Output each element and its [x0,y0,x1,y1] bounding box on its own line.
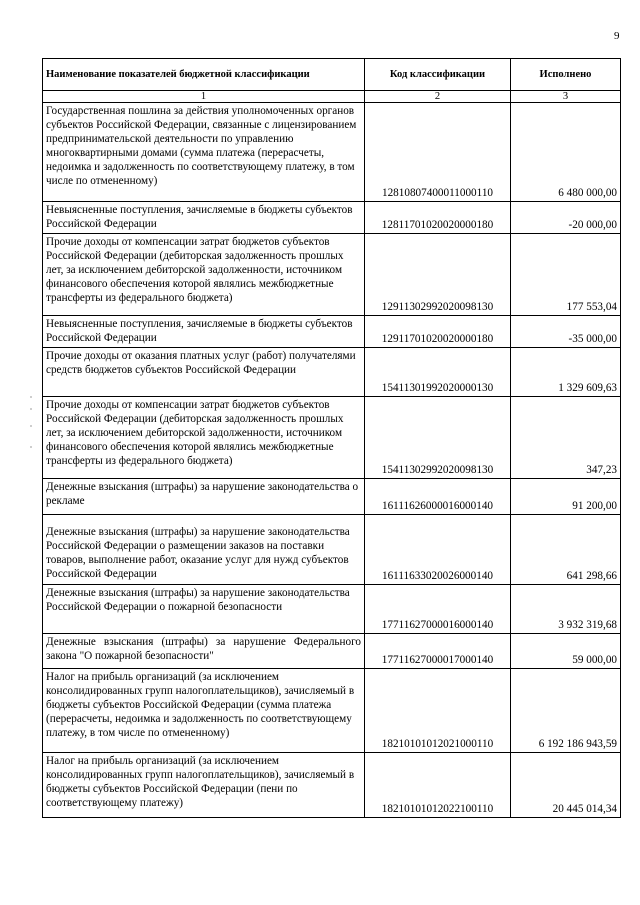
table-row [43,397,621,479]
row-amount: -20 000,00 [511,202,621,234]
table-row [43,202,621,234]
header-code: Код классификации [365,59,511,91]
row-amount: 6 192 186 943,59 [511,669,621,753]
row-amount: 177 553,04 [511,234,621,316]
row-name: Налог на прибыль организаций (за исключением консолидированных групп налогоплательщиков), зачисляемый в бюджеты субъектов Российской Федерации (пени по соответствующему платежу) [43,753,365,818]
table-row [43,348,621,397]
row-name: Невыясненные поступления, зачисляемые в бюджеты субъектов Российской Федерации [43,202,365,234]
header-row [43,59,621,91]
row-code: 12911302992020098130 [365,234,511,316]
row-name: Денежные взыскания (штрафы) за нарушение законодательства Российской Федерации о пожарной безопасности [43,585,365,634]
scan-speck-marks [30,395,32,455]
table-row [43,479,621,515]
row-code: 12811701020020000180 [365,202,511,234]
row-code: 17711627000016000140 [365,585,511,634]
row-code: 16111626000016000140 [365,479,511,515]
row-name: Денежные взыскания (штрафы) за нарушение законодательства о рекламе [43,479,365,515]
budget-table [42,58,621,818]
table-row [43,316,621,348]
row-code: 16111633020026000140 [365,515,511,585]
row-name: Налог на прибыль организаций (за исключением консолидированных групп налогоплательщиков), зачисляемый в бюджеты субъектов Российской Федерации (сумма платежа (перерасчеты, недоимка и задолженность по соответствующему платежу, в том числе по отмененному) [43,669,365,753]
row-amount: 6 480 000,00 [511,103,621,202]
row-code: 12810807400011000110 [365,103,511,202]
row-amount: 59 000,00 [511,634,621,669]
row-name: Государственная пошлина за действия уполномоченных органов субъектов Российской Федерации, связанные с лицензированием предпринимательской деятельности по управлению многоквартирными домами (сумма платежа (перерасчеты, недоимка и задолженность по соответствующему платежу, в том числе по отмененному) [43,103,365,202]
page-number: 9 [614,30,620,42]
column-number: 1 [43,91,365,103]
row-code: 15411301992020000130 [365,348,511,397]
column-number: 2 [365,91,511,103]
row-name: Денежные взыскания (штрафы) за нарушение законодательства Российской Федерации о размещении заказов на поставки товаров, выполнение работ, оказание услуг для нужд субъектов Российской Федерации [43,515,365,585]
row-amount: 1 329 609,63 [511,348,621,397]
table-row [43,753,621,818]
row-name: Денежные взыскания (штрафы) за нарушение Федерального закона "О пожарной безопасности" [43,634,365,669]
row-code: 17711627000017000140 [365,634,511,669]
table-row [43,634,621,669]
row-amount: 3 932 319,68 [511,585,621,634]
row-name: Прочие доходы от компенсации затрат бюджетов субъектов Российской Федерации (дебиторская задолженность прошлых лет, за исключением дебиторской задолженности, источником финансового обеспечения которой являлись межбюджетные трансферты из федерального бюджета) [43,234,365,316]
row-code: 12911701020020000180 [365,316,511,348]
header-name: Наименование показателей бюджетной классификации [43,59,365,91]
row-name: Невыясненные поступления, зачисляемые в бюджеты субъектов Российской Федерации [43,316,365,348]
table-row [43,585,621,634]
row-amount: 641 298,66 [511,515,621,585]
row-amount: 91 200,00 [511,479,621,515]
row-code: 15411302992020098130 [365,397,511,479]
table-row [43,515,621,585]
row-code: 18210101012021000110 [365,669,511,753]
header-amount: Исполнено [511,59,621,91]
column-number: 3 [511,91,621,103]
row-code: 18210101012022100110 [365,753,511,818]
table-row [43,103,621,202]
row-name: Прочие доходы от оказания платных услуг (работ) получателями средств бюджетов субъектов Российской Федерации [43,348,365,397]
row-amount: 347,23 [511,397,621,479]
row-amount: 20 445 014,34 [511,753,621,818]
column-number-row [43,91,621,103]
row-name: Прочие доходы от компенсации затрат бюджетов субъектов Российской Федерации (дебиторская задолженность прошлых лет, за исключением дебиторской задолженности, источником финансового обеспечения которой являлись межбюджетные трансферты из федерального бюджета) [43,397,365,479]
row-amount: -35 000,00 [511,316,621,348]
table-row [43,669,621,753]
table-row [43,234,621,316]
